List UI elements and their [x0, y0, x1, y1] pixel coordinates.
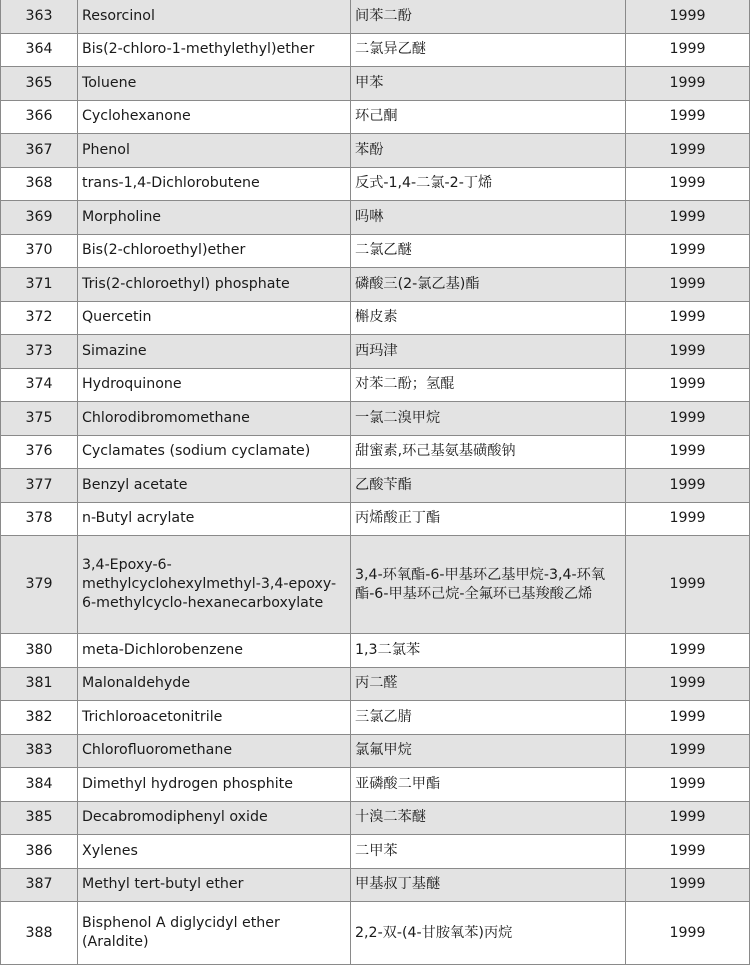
english-name-cell: Benzyl acetate [78, 469, 351, 503]
year-cell: 1999 [626, 301, 750, 335]
chinese-name-cell: 甜蜜素,环己基氨基磺酸钠 [351, 435, 626, 469]
english-name-cell: Phenol [78, 134, 351, 168]
year-cell: 1999 [626, 469, 750, 503]
english-name-cell: Tris(2-chloroethyl) phosphate [78, 268, 351, 302]
english-name-cell: Decabromodiphenyl oxide [78, 801, 351, 835]
english-name-cell: Hydroquinone [78, 368, 351, 402]
table-row [1, 268, 750, 302]
table-row [1, 301, 750, 335]
year-cell: 1999 [626, 167, 750, 201]
year-cell: 1999 [626, 835, 750, 869]
table-row [1, 335, 750, 369]
chinese-name-cell: 丙烯酸正丁酯 [351, 502, 626, 536]
table-row [1, 167, 750, 201]
table-row [1, 868, 750, 902]
row-number-cell: 363 [1, 0, 78, 33]
row-number-cell: 372 [1, 301, 78, 335]
year-cell: 1999 [626, 335, 750, 369]
table-row [1, 234, 750, 268]
table-row [1, 768, 750, 802]
english-name-cell: Chlorofluoromethane [78, 734, 351, 768]
english-name-cell: trans-1,4-Dichlorobutene [78, 167, 351, 201]
english-name-cell: Bis(2-chloro-1-methylethyl)ether [78, 33, 351, 67]
year-cell: 1999 [626, 100, 750, 134]
year-cell: 1999 [626, 67, 750, 101]
table-row [1, 33, 750, 67]
year-cell: 1999 [626, 201, 750, 235]
table-row [1, 469, 750, 503]
table-row [1, 0, 750, 33]
year-cell: 1999 [626, 634, 750, 668]
row-number-cell: 378 [1, 502, 78, 536]
row-number-cell: 381 [1, 667, 78, 701]
chinese-name-cell: 苯酚 [351, 134, 626, 168]
table-row [1, 67, 750, 101]
english-name-cell: Toluene [78, 67, 351, 101]
chinese-name-cell: 氯氟甲烷 [351, 734, 626, 768]
chinese-name-cell: 3,4-环氧酯-6-甲基环乙基甲烷-3,4-环氧酯-6-甲基环己烷-全氟环已基羧酸乙烯 [351, 536, 626, 634]
year-cell: 1999 [626, 234, 750, 268]
chinese-name-cell: 一氯二溴甲烷 [351, 402, 626, 436]
year-cell: 1999 [626, 368, 750, 402]
chinese-name-cell: 三氯乙腈 [351, 701, 626, 735]
english-name-cell: Chlorodibromomethane [78, 402, 351, 436]
row-number-cell: 387 [1, 868, 78, 902]
chinese-name-cell: 对苯二酚；氢醌 [351, 368, 626, 402]
chinese-name-cell: 西玛津 [351, 335, 626, 369]
year-cell: 1999 [626, 33, 750, 67]
table-row [1, 701, 750, 735]
year-cell: 1999 [626, 268, 750, 302]
chinese-name-cell: 二氯乙醚 [351, 234, 626, 268]
chinese-name-cell: 磷酸三(2-氯乙基)酯 [351, 268, 626, 302]
row-number-cell: 382 [1, 701, 78, 735]
row-number-cell: 383 [1, 734, 78, 768]
english-name-cell: meta-Dichlorobenzene [78, 634, 351, 668]
table-row [1, 801, 750, 835]
year-cell: 1999 [626, 902, 750, 965]
row-number-cell: 370 [1, 234, 78, 268]
row-number-cell: 375 [1, 402, 78, 436]
english-name-cell: Cyclohexanone [78, 100, 351, 134]
table-row [1, 201, 750, 235]
english-name-cell: n-Butyl acrylate [78, 502, 351, 536]
year-cell: 1999 [626, 701, 750, 735]
table-row [1, 634, 750, 668]
row-number-cell: 371 [1, 268, 78, 302]
year-cell: 1999 [626, 536, 750, 634]
row-number-cell: 376 [1, 435, 78, 469]
table-row [1, 100, 750, 134]
row-number-cell: 373 [1, 335, 78, 369]
year-cell: 1999 [626, 734, 750, 768]
chinese-name-cell: 甲苯 [351, 67, 626, 101]
table-row [1, 368, 750, 402]
row-number-cell: 365 [1, 67, 78, 101]
table-row [1, 502, 750, 536]
table-row [1, 134, 750, 168]
english-name-cell: Simazine [78, 335, 351, 369]
chinese-name-cell: 亚磷酸二甲酯 [351, 768, 626, 802]
table-row [1, 667, 750, 701]
row-number-cell: 367 [1, 134, 78, 168]
row-number-cell: 377 [1, 469, 78, 503]
year-cell: 1999 [626, 402, 750, 436]
english-name-cell: Methyl tert-butyl ether [78, 868, 351, 902]
table-row [1, 536, 750, 634]
english-name-cell: Trichloroacetonitrile [78, 701, 351, 735]
chinese-name-cell: 十溴二苯醚 [351, 801, 626, 835]
chinese-name-cell: 槲皮素 [351, 301, 626, 335]
chinese-name-cell: 2,2-双-(4-甘胺氧苯)丙烷 [351, 902, 626, 965]
row-number-cell: 366 [1, 100, 78, 134]
year-cell: 1999 [626, 435, 750, 469]
english-name-cell: Malonaldehyde [78, 667, 351, 701]
year-cell: 1999 [626, 134, 750, 168]
row-number-cell: 388 [1, 902, 78, 965]
english-name-cell: Morpholine [78, 201, 351, 235]
row-number-cell: 384 [1, 768, 78, 802]
english-name-cell: 3,4-Epoxy-6-methylcyclohexylmethyl-3,4-epoxy-6-methylcyclo-hexanecarboxylate [78, 536, 351, 634]
year-cell: 1999 [626, 502, 750, 536]
chinese-name-cell: 反式-1,4-二氯-2-丁烯 [351, 167, 626, 201]
row-number-cell: 379 [1, 536, 78, 634]
row-number-cell: 386 [1, 835, 78, 869]
row-number-cell: 385 [1, 801, 78, 835]
table-row [1, 835, 750, 869]
chinese-name-cell: 甲基叔丁基醚 [351, 868, 626, 902]
row-number-cell: 380 [1, 634, 78, 668]
chinese-name-cell: 二氯异乙醚 [351, 33, 626, 67]
english-name-cell: Cyclamates (sodium cyclamate) [78, 435, 351, 469]
chinese-name-cell: 1,3二氯苯 [351, 634, 626, 668]
english-name-cell: Bisphenol A diglycidyl ether (Araldite) [78, 902, 351, 965]
year-cell: 1999 [626, 868, 750, 902]
year-cell: 1999 [626, 801, 750, 835]
table-row [1, 402, 750, 436]
english-name-cell: Bis(2-chloroethyl)ether [78, 234, 351, 268]
row-number-cell: 374 [1, 368, 78, 402]
year-cell: 1999 [626, 768, 750, 802]
table-row [1, 902, 750, 965]
english-name-cell: Dimethyl hydrogen phosphite [78, 768, 351, 802]
year-cell: 1999 [626, 0, 750, 33]
chinese-name-cell: 间苯二酚 [351, 0, 626, 33]
chinese-name-cell: 乙酸苄酯 [351, 469, 626, 503]
year-cell: 1999 [626, 667, 750, 701]
chinese-name-cell: 环己酮 [351, 100, 626, 134]
chinese-name-cell: 丙二醛 [351, 667, 626, 701]
english-name-cell: Resorcinol [78, 0, 351, 33]
english-name-cell: Xylenes [78, 835, 351, 869]
table-row [1, 435, 750, 469]
table-row [1, 734, 750, 768]
chinese-name-cell: 二甲苯 [351, 835, 626, 869]
english-name-cell: Quercetin [78, 301, 351, 335]
row-number-cell: 364 [1, 33, 78, 67]
row-number-cell: 368 [1, 167, 78, 201]
chinese-name-cell: 吗啉 [351, 201, 626, 235]
row-number-cell: 369 [1, 201, 78, 235]
